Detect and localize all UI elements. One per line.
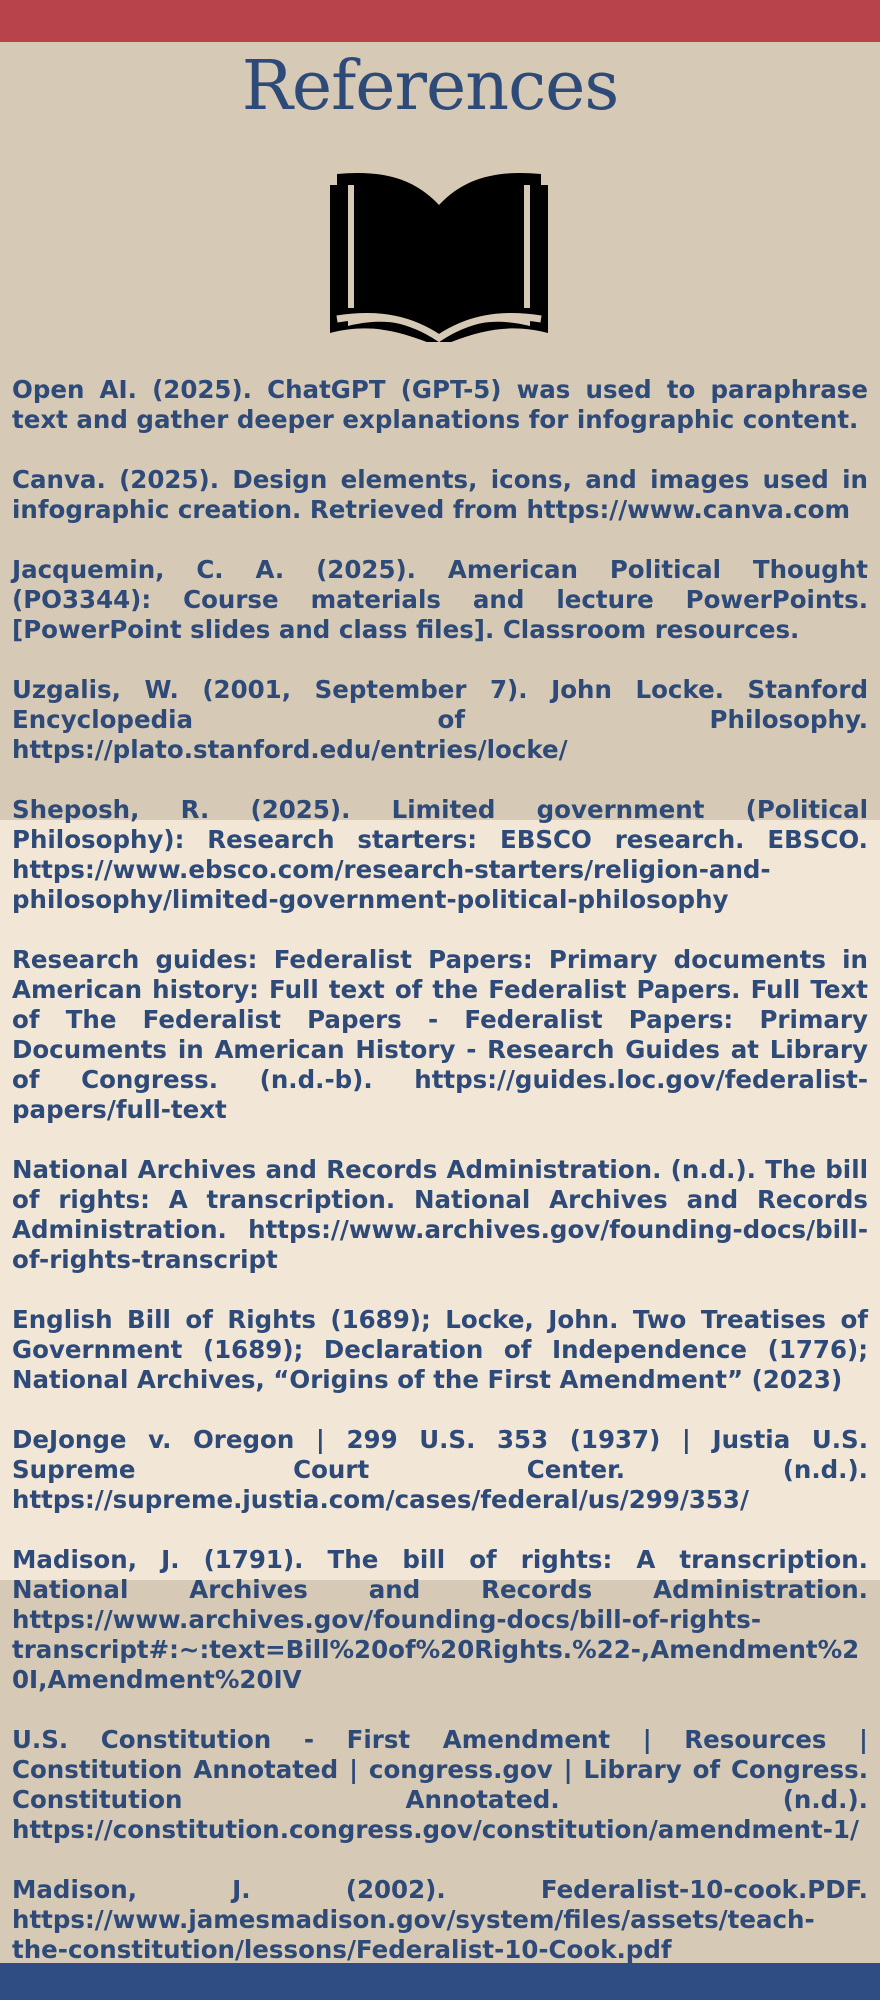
open-book-icon [322,142,556,342]
reference-item: English Bill of Rights (1689); Locke, John. Two Treatises of Government (1689); Declaration of Independence (1776); National Archives, “Origins of the First Amendment” (2023) [12,1305,868,1394]
page-title: References [241,47,619,126]
top-accent-bar [0,0,880,42]
reference-item: National Archives and Records Administration. (n.d.). The bill of rights: A transcription. National Archives and Records Administration. https://www.archives.gov/founding-docs/bill-of-rights-transcript [12,1155,868,1274]
reference-item: Madison, J. (1791). The bill of rights: A transcription. National Archives and Records Administration. https://www.archives.gov/founding-docs/bill-of-rights-transcript#:~:text=Bill%20of%20Rights.%22-,Amendment%20I,Amendment%20IV [12,1545,868,1694]
reference-item: Jacquemin, C. A. (2025). American Political Thought (PO3344): Course materials and lecture PowerPoints. [PowerPoint slides and class files]. Classroom resources. [12,555,868,644]
reference-item: Open AI. (2025). ChatGPT (GPT-5) was used to paraphrase text and gather deeper explanations for infographic content. [12,375,868,434]
reference-item: U.S. Constitution - First Amendment | Resources | Constitution Annotated | congress.gov | Library of Congress. Constitution Annotated. (n.d.). https://constitution.congress.gov/constitution/amendment-1/ [12,1725,868,1844]
reference-item: Canva. (2025). Design elements, icons, and images used in infographic creation. Retrieved from https://www.canva.com [12,465,868,524]
reference-item: DeJonge v. Oregon | 299 U.S. 353 (1937) | Justia U.S. Supreme Court Center. (n.d.). https://supreme.justia.com/cases/federal/us/299/353/ [12,1425,868,1514]
reference-list [12,375,868,1995]
reference-item: Madison, J. (2002). Federalist-10-cook.PDF. https://www.jamesmadison.gov/system/files/assets/teach-the-constitution/lessons/Federalist-10-Cook.pdf [12,1875,868,1964]
reference-item: Sheposh, R. (2025). Limited government (Political Philosophy): Research starters: EBSCO research. EBSCO. https://www.ebsco.com/research-starters/religion-and-philosophy/limited-government-political-philosophy [12,795,868,914]
reference-item: Uzgalis, W. (2001, September 7). John Locke. Stanford Encyclopedia of Philosophy. https://plato.stanford.edu/entries/locke/ [12,675,868,764]
reference-item: Research guides: Federalist Papers: Primary documents in American history: Full text of the Federalist Papers. Full Text of The Federalist Papers - Federalist Papers: Primary Documents in American History - Research Guides at Library of Congress. (n.d.-b). https://guides.loc.gov/federalist-papers/full-text [12,945,868,1124]
